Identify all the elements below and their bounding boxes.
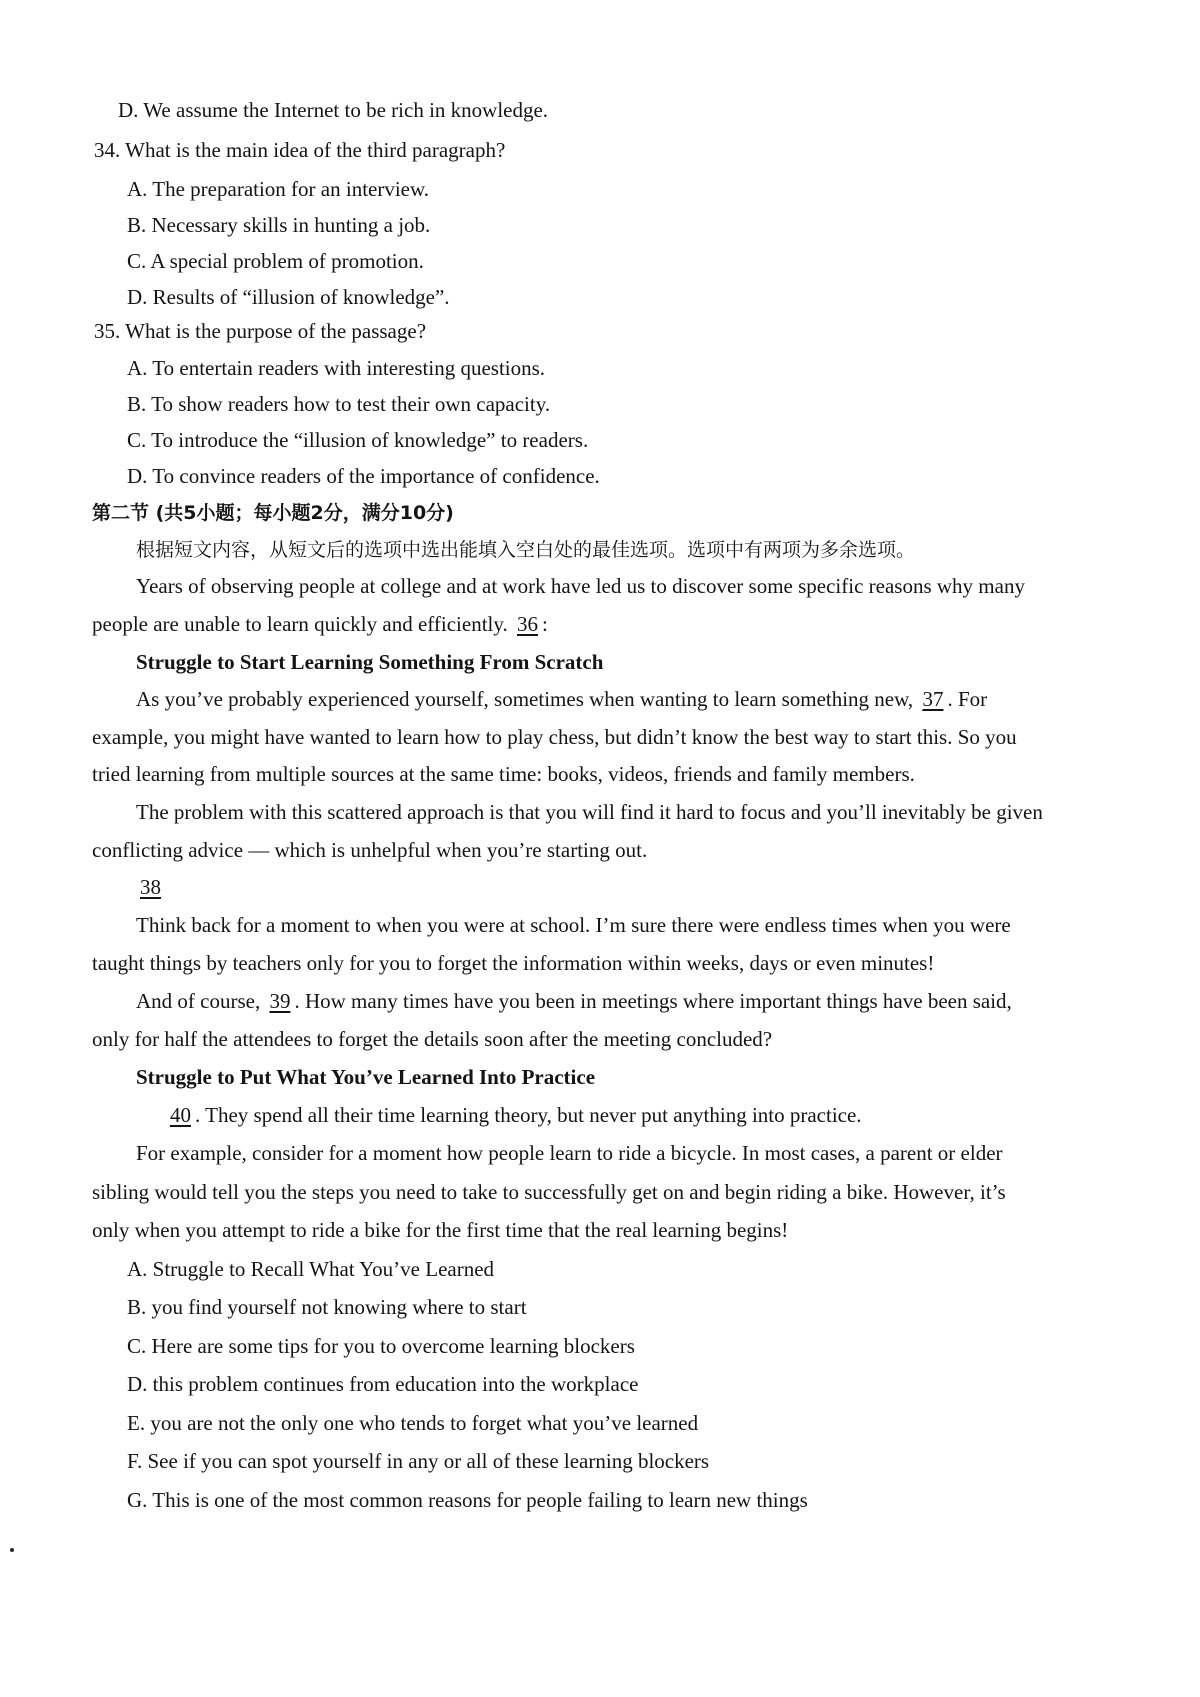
q35-option-c: C. To introduce the “illusion of knowledge” to readers. — [127, 428, 589, 452]
passage-p7-line1: For example, consider for a moment how people learn to ride a bicycle. In most cases, a parent or elder — [136, 1141, 1003, 1165]
q35-option-b: B. To show readers how to test their own capacity. — [127, 392, 551, 416]
choice-e: E. you are not the only one who tends to forget what you’ve learned — [127, 1411, 699, 1435]
blank-40: 40 — [170, 1103, 191, 1127]
q34-option-d: D. Results of “illusion of knowledge”. — [127, 285, 450, 309]
passage-p2-line1 — [136, 686, 987, 712]
subheading-start-from-scratch: Struggle to Start Learning Something From Scratch — [136, 650, 604, 674]
q34-option-c: C. A special problem of promotion. — [127, 249, 424, 273]
choice-b: B. you find yourself not knowing where to start — [127, 1295, 527, 1319]
passage-p5-line1-text: And of course, — [136, 989, 261, 1013]
choice-a: A. Struggle to Recall What You’ve Learned — [127, 1257, 495, 1281]
q34-stem: 34. What is the main idea of the third paragraph? — [94, 138, 506, 162]
section-heading: 第二节 (共5小题；每小题2分，满分10分) — [92, 502, 454, 524]
choice-c: C. Here are some tips for you to overcome learning blockers — [127, 1334, 635, 1358]
passage-p5-line1 — [136, 988, 1012, 1014]
q33-option-d: D. We assume the Internet to be rich in knowledge. — [118, 98, 549, 122]
q35-stem: 35. What is the purpose of the passage? — [94, 319, 427, 343]
blank-38-line — [136, 874, 165, 900]
q35-option-a: A. To entertain readers with interesting questions. — [127, 356, 546, 380]
q35-option-d: D. To convince readers of the importance of confidence. — [127, 464, 600, 488]
passage-p4-line1: Think back for a moment to when you were at school. I’m sure there were endless times when you were — [136, 913, 1011, 937]
passage-p6-line1 — [166, 1102, 862, 1128]
passage-p2-line2: example, you might have wanted to learn how to play chess, but didn’t know the best way to start this. So you — [92, 725, 1017, 749]
choice-g: G. This is one of the most common reasons for people failing to learn new things — [127, 1488, 808, 1512]
q34-option-a: A. The preparation for an interview. — [127, 177, 430, 201]
passage-p2-line1-tail: . For — [947, 687, 988, 711]
blank-36: 36 — [517, 612, 538, 636]
passage-p5-line1-tail: . How many times have you been in meetings where important things have been said, — [294, 989, 1012, 1013]
passage-p5-line2: only for half the attendees to forget the details soon after the meeting concluded? — [92, 1027, 773, 1051]
passage-p7-line2: sibling would tell you the steps you need to take to successfully get on and begin riding a bike. However, it’s — [92, 1180, 1006, 1204]
q34-option-b: B. Necessary skills in hunting a job. — [127, 213, 431, 237]
passage-p1-line2-colon: : — [542, 612, 548, 636]
section-instruction: 根据短文内容，从短文后的选项中选出能填入空白处的最佳选项。选项中有两项为多余选项。 — [136, 539, 916, 561]
passage-p2-line1-text: As you’ve probably experienced yourself, sometimes when wanting to learn something new, — [136, 687, 914, 711]
passage-p1-line2 — [92, 611, 548, 637]
blank-38: 38 — [140, 875, 161, 899]
blank-37: 37 — [922, 687, 944, 711]
subheading-put-into-practice: Struggle to Put What You’ve Learned Into Practice — [136, 1065, 596, 1089]
blank-39: 39 — [269, 989, 291, 1013]
passage-p1-line2-text: people are unable to learn quickly and efficiently. — [92, 612, 508, 636]
passage-p2-line3: tried learning from multiple sources at the same time: books, videos, friends and family members. — [92, 762, 915, 786]
choice-d: D. this problem continues from education into the workplace — [127, 1372, 639, 1396]
scan-speck — [10, 1548, 14, 1552]
passage-p3-line1: The problem with this scattered approach is that you will find it hard to focus and you’ll inevitably be given — [136, 800, 1043, 824]
passage-p3-line2: conflicting advice — which is unhelpful when you’re starting out. — [92, 838, 648, 862]
passage-p7-line3: only when you attempt to ride a bike for the first time that the real learning begins! — [92, 1218, 789, 1242]
passage-p4-line2: taught things by teachers only for you to forget the information within weeks, days or even minutes! — [92, 951, 935, 975]
passage-p1-line1: Years of observing people at college and at work have led us to discover some specific reasons why many — [136, 574, 1025, 598]
choice-f: F. See if you can spot yourself in any or all of these learning blockers — [127, 1449, 710, 1473]
passage-p6-line1-text: . They spend all their time learning theory, but never put anything into practice. — [195, 1103, 862, 1127]
